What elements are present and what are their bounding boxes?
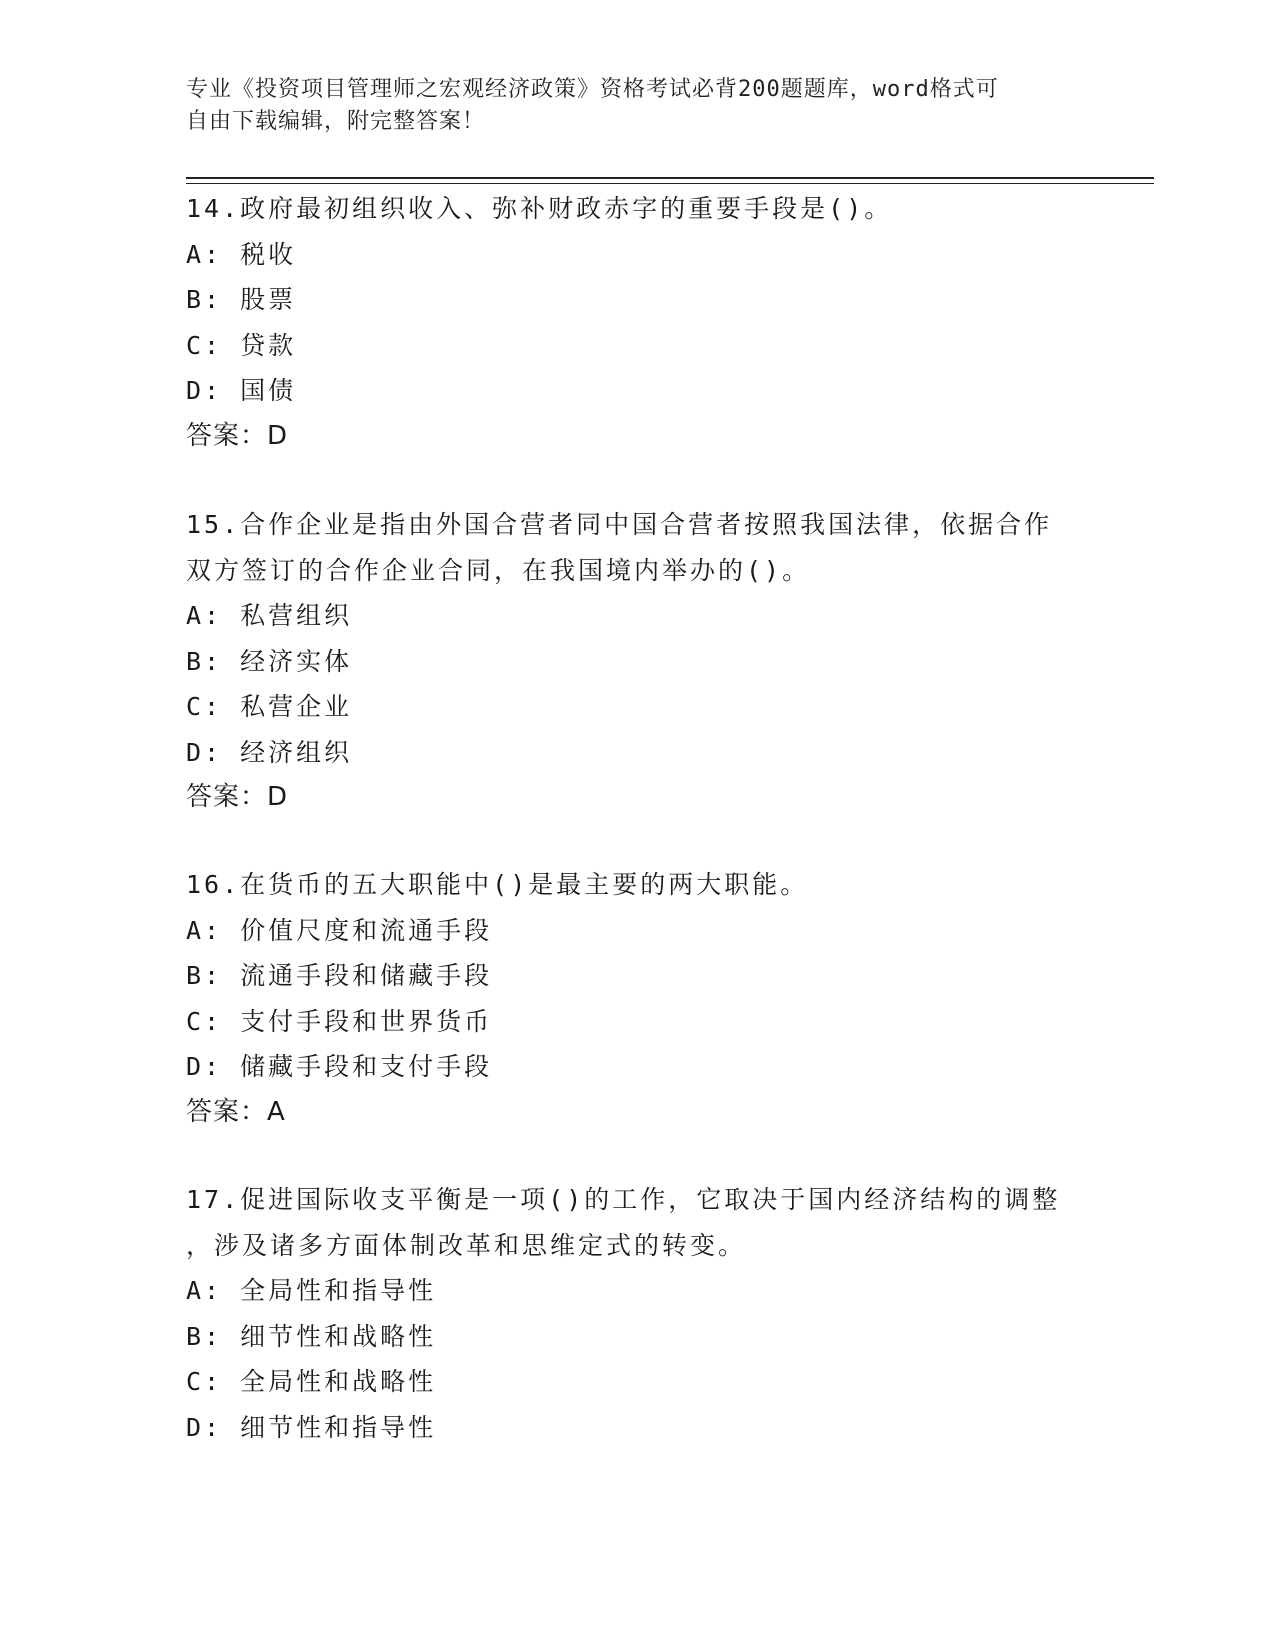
option-c: C: 全局性和战略性 (186, 1367, 437, 1396)
option-b: B: 经济实体 (186, 646, 353, 676)
option-a: A: 全局性和指导性 (186, 1276, 437, 1305)
option-a: A: 私营组织 (186, 601, 353, 630)
option-b: B: 细节性和战略性 (186, 1321, 437, 1351)
question-17 (186, 1177, 1086, 1450)
question-stem-continued: 双方签订的合作企业合同，在我国境内举办的()。 (186, 555, 811, 585)
option-c: C: 支付手段和世界货币 (186, 1006, 493, 1036)
header-line-1: 专业《投资项目管理师之宏观经济政策》资格考试必背200题题库，word格式可 (186, 77, 999, 102)
question-16 (186, 862, 1086, 1135)
question-stem: 14.政府最初组织收入、弥补财政赤字的重要手段是()。 (186, 194, 893, 223)
option-d: D: 经济组织 (186, 737, 353, 767)
header-line-2: 自由下载编辑，附完整答案！ (186, 109, 486, 134)
question-stem-continued: ，涉及诸多方面体制改革和思维定式的转变。 (186, 1230, 747, 1260)
answer-label: 答案：D (186, 782, 289, 812)
option-c: C: 私营企业 (186, 692, 353, 721)
answer-label: 答案：A (186, 1096, 286, 1127)
question-stem: 16.在货币的五大职能中()是最主要的两大职能。 (186, 870, 809, 899)
header-divider-thin (186, 183, 1154, 184)
option-c: C: 贷款 (186, 330, 297, 360)
option-d: D: 国债 (186, 376, 297, 405)
question-stem: 15.合作企业是指由外国合营者同中国合营者按照我国法律，依据合作 (186, 510, 1053, 539)
question-15 (186, 502, 1086, 821)
document-header (186, 74, 1086, 138)
option-d: D: 细节性和指导性 (186, 1412, 437, 1442)
header-divider-thick (186, 177, 1154, 179)
option-d: D: 储藏手段和支付手段 (186, 1052, 493, 1081)
option-b: B: 股票 (186, 285, 297, 314)
answer-label: 答案：D (186, 420, 289, 451)
question-stem: 17.促进国际收支平衡是一项()的工作，它取决于国内经济结构的调整 (186, 1185, 1061, 1214)
option-a: A: 价值尺度和流通手段 (186, 915, 493, 945)
option-b: B: 流通手段和储藏手段 (186, 961, 493, 990)
option-a: A: 税收 (186, 239, 297, 269)
question-14 (186, 186, 1086, 459)
